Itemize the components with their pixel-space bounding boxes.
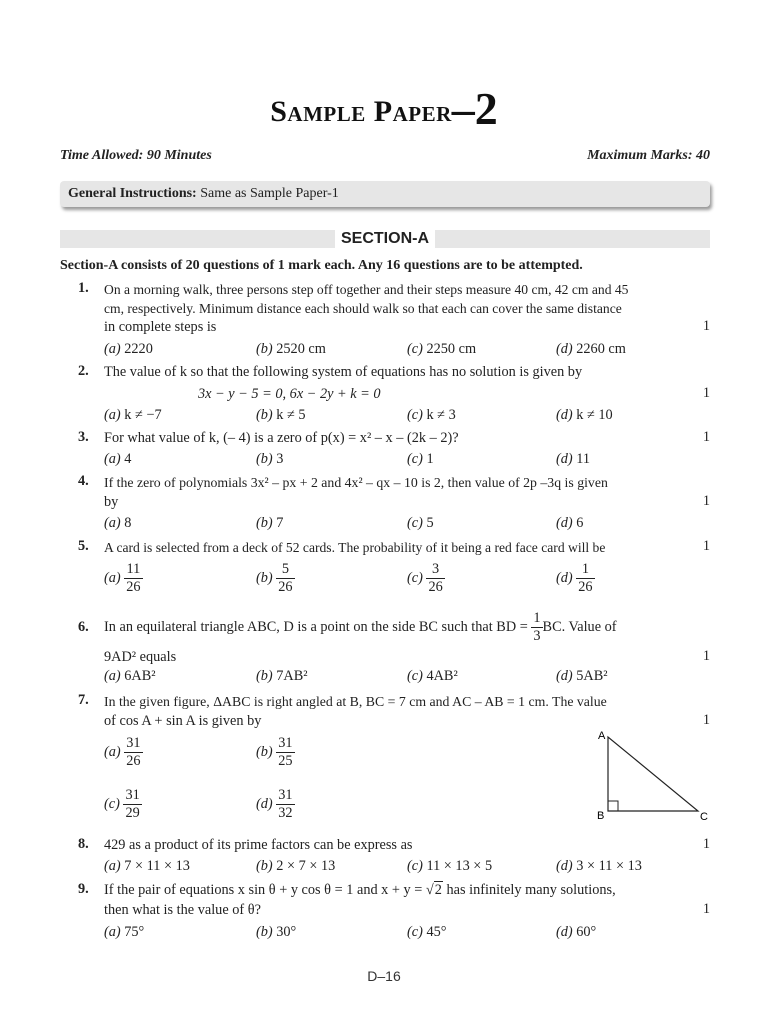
option: (c) k ≠ 3 — [407, 407, 456, 423]
option: (b) $\frac{5}{26}$ — [256, 561, 293, 595]
option: (d) 11 — [556, 451, 591, 467]
option: (a) 75° — [104, 924, 145, 940]
marks-value: 1 — [702, 385, 710, 401]
option: (c) 45° — [407, 924, 447, 940]
option: (a) 6AB² — [104, 668, 156, 684]
equation: 3x − y − 5 = 0, 6x − 2y + k = 0 — [198, 386, 381, 402]
option: (b) 7 — [256, 515, 284, 531]
question-text: On a morning walk, three persons step off together and their steps measure 40 cm, 42 cm and 45 — [104, 282, 629, 297]
question-text: A card is selected from a deck of 52 cards. The probability of it being a red face card will be — [104, 540, 606, 555]
question-text: If the pair of equations x sin θ + y cos θ = 1 and x + y = √2 has infinitely many solutions, — [104, 882, 616, 898]
option: (d) 2260 cm — [556, 341, 626, 357]
title-dash: – — [451, 83, 475, 134]
marks-value: 1 — [702, 712, 710, 728]
marks-value: 1 — [702, 901, 710, 917]
question-text: For what value of k, (– 4) is a zero of p(x) = x² – x – (2k – 2)? — [104, 430, 459, 446]
option: (d) $\frac{31}{32}$ — [256, 787, 293, 821]
question-text: 429 as a product of its prime factors can be express as — [104, 837, 413, 853]
marks-value: 1 — [702, 318, 710, 334]
option: (a) 7 × 11 × 13 — [104, 858, 190, 874]
question-text: of cos A + sin A is given by — [104, 713, 262, 729]
option: (b) 3 — [256, 451, 284, 467]
section-description: Section-A consists of 20 questions of 1 mark each. Any 16 questions are to be attempted. — [60, 258, 583, 273]
question-text: In the given figure, ΔABC is right angled at B, BC = 7 cm and AC – AB = 1 cm. The value — [104, 694, 607, 709]
triangle — [608, 737, 698, 811]
option: (c) $\frac{3}{26}$ — [407, 561, 443, 595]
marks-value: 1 — [702, 538, 710, 554]
question-text: by — [104, 494, 119, 510]
question-number: 2. — [78, 363, 89, 379]
option: (d) 5AB² — [556, 668, 608, 684]
general-instructions-box — [60, 181, 710, 207]
vertex-b-label: B — [597, 810, 605, 822]
title-main: Sample Paper — [270, 95, 452, 128]
marks-value: 1 — [702, 836, 710, 852]
option: (a) 4 — [104, 451, 132, 467]
option: (b) 30° — [256, 924, 297, 940]
option: (d) 3 × 11 × 13 — [556, 858, 642, 874]
question-text: 9AD² equals — [104, 649, 177, 665]
option: (c) 1 — [407, 451, 434, 467]
right-triangle-figure — [590, 725, 720, 825]
right-angle-marker — [608, 801, 618, 811]
question-text: cm, respectively. Minimum distance each should walk so that each can cover the same distance — [104, 301, 622, 316]
option: (a) k ≠ −7 — [104, 407, 162, 423]
option: (c) $\frac{31}{29}$ — [104, 787, 140, 821]
option: (b) $\frac{31}{25}$ — [256, 735, 293, 769]
option: (a) 8 — [104, 515, 132, 531]
marks-value: 1 — [702, 429, 710, 445]
question-number: 7. — [78, 692, 89, 708]
question-text: If the zero of polynomials 3x² – px + 2 and 4x² – qx – 10 is 2, then value of 2p –3q is given — [104, 475, 608, 490]
title-number: 2 — [474, 83, 498, 134]
option: (c) 2250 cm — [407, 341, 477, 357]
maximum-marks: Maximum Marks: 40 — [587, 148, 710, 163]
page-title — [0, 82, 768, 135]
option: (b) 7AB² — [256, 668, 308, 684]
instructions-label: General Instructions: — [68, 186, 197, 201]
option: (b) k ≠ 5 — [256, 407, 306, 423]
question-text: then what is the value of θ? — [104, 902, 261, 918]
question-number: 4. — [78, 473, 89, 489]
option: (b) 2 × 7 × 13 — [256, 858, 336, 874]
option: (a) 2220 — [104, 341, 153, 357]
option: (d) k ≠ 10 — [556, 407, 613, 423]
option: (d) $\frac{1}{26}$ — [556, 561, 593, 595]
option: (a) $\frac{11}{26}$ — [104, 561, 141, 595]
section-heading: SECTION-A — [335, 226, 435, 252]
vertex-c-label: C — [700, 811, 708, 823]
time-allowed: Time Allowed: 90 Minutes — [60, 148, 212, 163]
question-number: 6. — [78, 619, 89, 635]
question-text: The value of k so that the following system of equations has no solution is given by — [104, 364, 583, 380]
option: (d) 6 — [556, 515, 584, 531]
question-text: In an equilateral triangle ABC, D is a point on the side BC such that BD = $\frac{1}{3}$ BC. Value of — [104, 610, 617, 644]
question-number: 5. — [78, 538, 89, 554]
option: (c) 11 × 13 × 5 — [407, 858, 493, 874]
vertex-a-label: A — [598, 730, 606, 742]
option: (c) 5 — [407, 515, 434, 531]
question-number: 3. — [78, 429, 89, 445]
instructions-text: Same as Sample Paper-1 — [200, 186, 339, 201]
page-number: D–16 — [367, 968, 401, 984]
question-number: 8. — [78, 836, 89, 852]
marks-value: 1 — [702, 648, 710, 664]
question-number: 9. — [78, 881, 89, 897]
question-text: in complete steps is — [104, 319, 217, 335]
question-number: 1. — [78, 280, 89, 296]
option: (a) $\frac{31}{26}$ — [104, 735, 141, 769]
option: (d) 60° — [556, 924, 597, 940]
option: (b) 2520 cm — [256, 341, 326, 357]
option: (c) 4AB² — [407, 668, 458, 684]
marks-value: 1 — [702, 493, 710, 509]
